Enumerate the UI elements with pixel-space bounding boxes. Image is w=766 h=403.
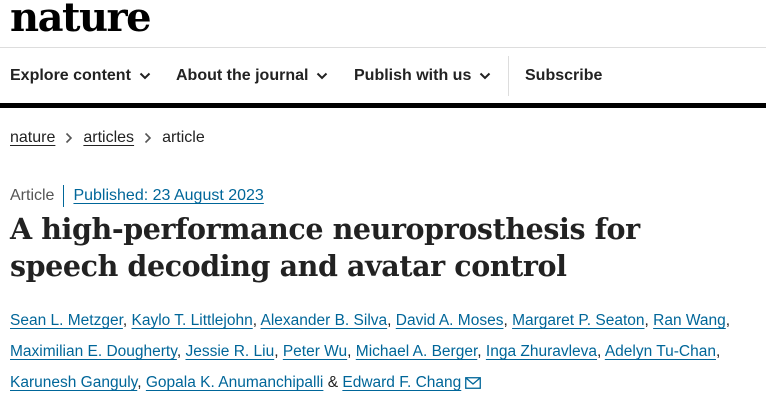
breadcrumb-nature[interactable]: nature: [10, 129, 56, 146]
article-meta: [10, 185, 264, 207]
author-link[interactable]: Edward F. Chang: [342, 374, 462, 391]
article-title: A high-performance neuroprosthesis for speech decoding and avatar control: [10, 212, 640, 283]
subscribe-label: Subscribe: [525, 67, 603, 84]
author-link[interactable]: Gopala K. Anumanchipalli: [145, 374, 324, 391]
author-separator: ,: [477, 343, 482, 360]
meta-divider: [63, 185, 64, 207]
nav-bottom-bar: [0, 103, 766, 108]
chevron-right-icon: [144, 132, 152, 144]
nav-about-journal[interactable]: [176, 67, 328, 85]
author-link[interactable]: Sean L. Metzger: [10, 312, 123, 329]
main-nav: [0, 48, 766, 104]
author-separator: ,: [387, 312, 392, 329]
author-link[interactable]: Alexander B. Silva: [260, 312, 388, 329]
author-separator: ,: [503, 312, 508, 329]
author-separator: ,: [725, 312, 731, 329]
nav-explore-content[interactable]: [10, 67, 151, 85]
author-link[interactable]: Margaret P. Seaton: [512, 312, 645, 329]
author-conjunction: &: [327, 374, 339, 391]
author-separator: ,: [644, 312, 649, 329]
published-date-link[interactable]: Published: 23 August 2023: [73, 187, 264, 204]
author-separator: ,: [347, 343, 352, 360]
author-link[interactable]: Adelyn Tu-Chan: [604, 343, 716, 360]
nav-publish-with-us[interactable]: [354, 67, 491, 85]
author-link[interactable]: Jessie R. Liu: [185, 343, 275, 360]
article-type: Article: [10, 187, 55, 204]
author-separator: ,: [715, 343, 721, 360]
author-separator: ,: [274, 343, 279, 360]
nav-item-label: Publish with us: [354, 67, 472, 84]
author-separator: ,: [137, 374, 142, 391]
nav-divider: [508, 56, 509, 96]
chevron-down-icon: [479, 72, 491, 80]
nav-item-label: Explore content: [10, 67, 131, 84]
breadcrumb: [10, 129, 205, 147]
breadcrumb-articles[interactable]: articles: [83, 129, 135, 146]
author-separator: ,: [252, 312, 258, 329]
author-separator: ,: [597, 343, 602, 360]
chevron-down-icon: [139, 72, 151, 80]
author-link[interactable]: David A. Moses: [395, 312, 504, 329]
author-separator: ,: [122, 312, 128, 329]
author-link[interactable]: Peter Wu: [282, 343, 348, 360]
chevron-down-icon: [316, 72, 328, 80]
nav-item-label: About the journal: [176, 67, 309, 84]
chevron-right-icon: [65, 132, 73, 144]
author-separator: ,: [176, 343, 182, 360]
author-link[interactable]: Inga Zhuravleva: [485, 343, 598, 360]
author-link[interactable]: Kaylo T. Littlejohn: [131, 312, 253, 329]
author-link[interactable]: Michael A. Berger: [355, 343, 478, 360]
subscribe-link[interactable]: [525, 67, 602, 85]
author-link[interactable]: Karunesh Ganguly: [10, 374, 138, 391]
nature-logo[interactable]: nature: [10, 0, 151, 41]
author-list: [10, 305, 760, 400]
author-link[interactable]: Maximilian E. Dougherty: [10, 343, 177, 360]
breadcrumb-current: article: [162, 129, 205, 146]
mail-icon[interactable]: [465, 369, 481, 400]
author-link[interactable]: Ran Wang: [653, 312, 726, 329]
